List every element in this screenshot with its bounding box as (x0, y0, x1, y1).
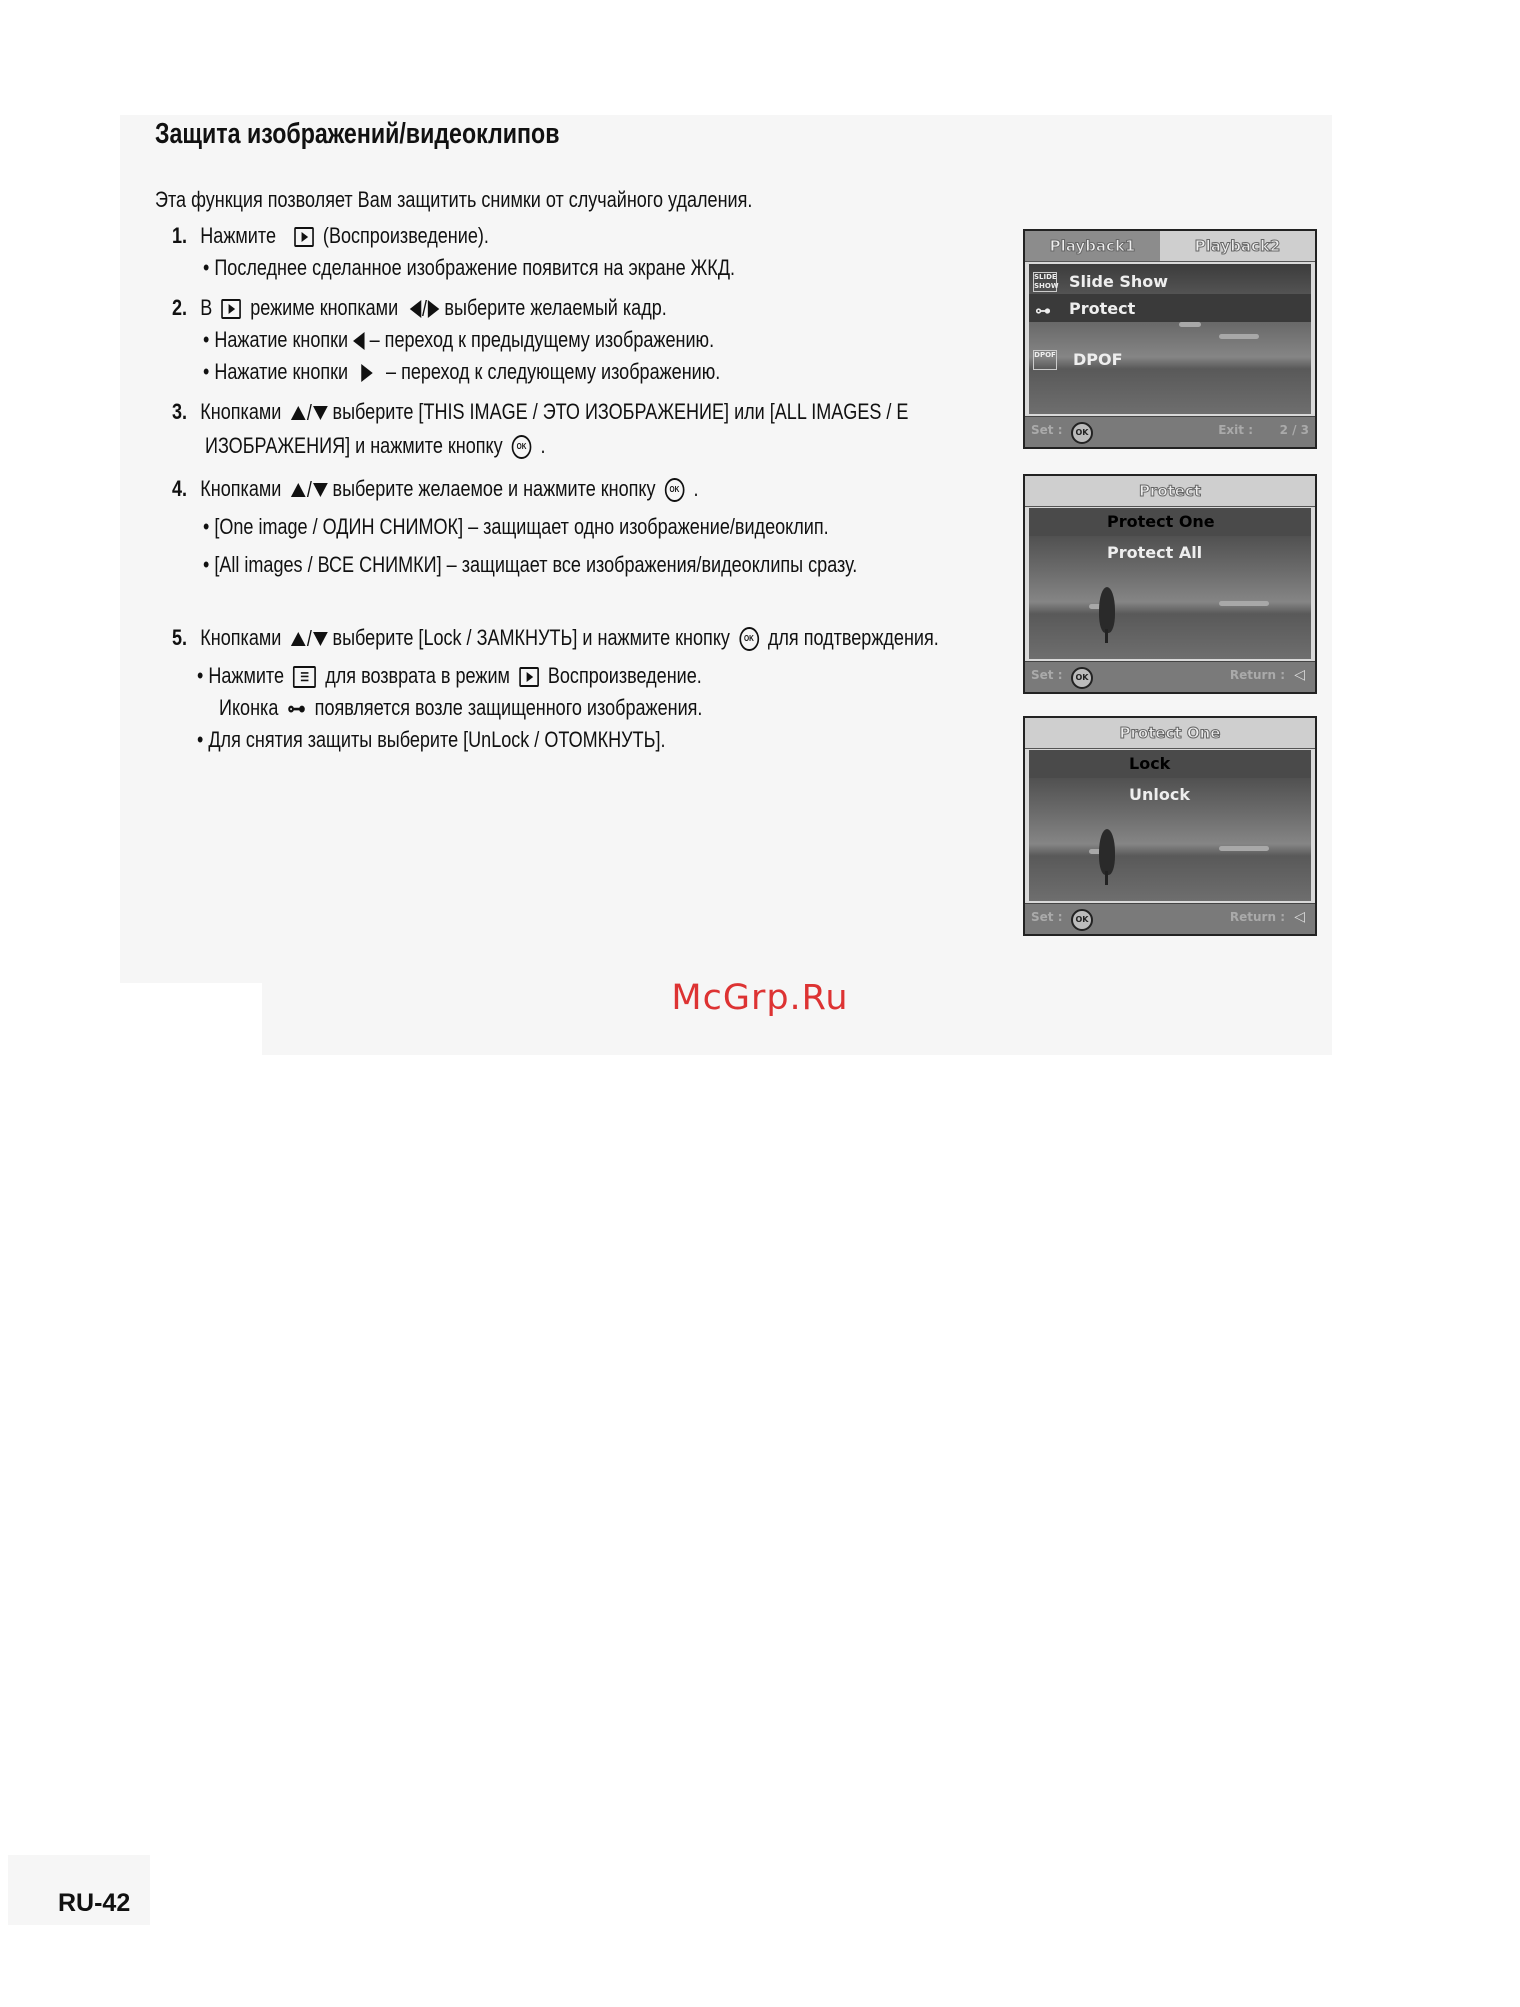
tree (1099, 829, 1115, 875)
cloud (1219, 334, 1259, 339)
lcd-header: Protect (1025, 476, 1315, 507)
step-number: 1. (172, 223, 188, 248)
return-label: Return : (1229, 910, 1285, 924)
step-4: 4. Кнопками / выберите желаемое и нажмите кнопку OK . (172, 476, 699, 503)
bullet-text: • Нажмите (197, 663, 285, 688)
step-text: выберите [THIS IMAGE / ЭТО ИЗОБРАЖЕНИЕ] или [ALL IMAGES / Е (332, 399, 909, 424)
up-arrow-icon (291, 632, 306, 646)
line-text: Иконка (219, 695, 279, 720)
option-unlock: Unlock (1129, 785, 1190, 804)
cloud (1179, 322, 1201, 327)
tree-trunk (1105, 629, 1108, 643)
step-text: В (200, 295, 213, 320)
bullet-text: для возврата в режим (325, 663, 510, 688)
line-text: появляется возле защищенного изображения. (314, 695, 703, 720)
lcd-status-bar (1025, 903, 1315, 934)
ok-button-icon: OK (739, 627, 759, 651)
bullet-text: – переход к предыдущему изображению. (369, 327, 715, 352)
step-text: выберите желаемое и нажмите кнопку (332, 476, 656, 501)
step-5-bullet-1 (197, 662, 702, 690)
key-icon: ⊶ (1035, 301, 1051, 320)
key-icon: ⊶ (287, 696, 306, 722)
playback-icon (221, 299, 241, 319)
step-2: 2. В режиме кнопками / выберите желаемый кадр. (172, 295, 667, 322)
menu-item-slide-show: Slide Show (1069, 272, 1169, 291)
lcd-screen-playback-menu (1023, 229, 1317, 449)
menu-item-dpof: DPOF (1073, 350, 1123, 369)
exit-label: Exit : (1218, 423, 1253, 437)
bullet-text: • Нажатие кнопки (203, 359, 349, 384)
right-arrow-icon (428, 300, 439, 318)
step-text: . (540, 433, 546, 458)
step-1 (172, 222, 489, 250)
page-number: RU-42 (58, 1889, 131, 1917)
ok-button-icon: OK (1071, 422, 1093, 444)
lcd-status-bar (1025, 661, 1315, 692)
lcd-header: Protect One (1025, 718, 1315, 749)
step-text: . (693, 476, 699, 501)
up-arrow-icon (291, 406, 306, 420)
step-number: 2. (172, 295, 188, 320)
left-arrow-icon (410, 300, 421, 318)
down-arrow-icon (313, 406, 328, 420)
option-lock: Lock (1129, 754, 1171, 773)
step-text: (Воспроизведение). (322, 223, 489, 248)
lcd-status-bar (1025, 416, 1315, 447)
step-2-bullet-2 (203, 358, 720, 386)
bullet-text: – переход к следующему изображению. (386, 359, 721, 384)
step-3: 3. Кнопками / выберите [THIS IMAGE / ЭТО ИЗОБРАЖЕНИЕ] или [ALL IMAGES / Е (172, 399, 909, 426)
tab-playback2: Playback2 (1194, 237, 1281, 255)
lcd-screen-protect (1023, 474, 1317, 694)
right-arrow-icon (361, 364, 372, 382)
step-number: 4. (172, 476, 188, 501)
menu-item-protect: Protect (1069, 299, 1136, 318)
return-arrow-icon: ◁ (1294, 667, 1305, 683)
up-arrow-icon (291, 483, 306, 497)
step-text: ИЗОБРАЖЕНИЯ] и нажмите кнопку (205, 433, 503, 458)
step-text: для подтверждения. (767, 625, 939, 650)
step-text: Нажмите (200, 223, 276, 248)
return-arrow-icon: ◁ (1294, 909, 1305, 925)
playback-icon (519, 667, 539, 687)
tree (1099, 587, 1115, 633)
slide-show-icon: SLIDE SHOW (1034, 273, 1059, 290)
option-protect-all: Protect All (1107, 543, 1203, 562)
bullet-text: • Нажатие кнопки (203, 327, 349, 352)
step-4-bullet-1: • [One image / ОДИН СНИМОК] – защищает одно изображение/видеоклип. (203, 514, 829, 539)
left-arrow-icon (353, 332, 364, 350)
step-3-cont (205, 432, 546, 460)
ok-button-icon: OK (1071, 667, 1093, 689)
step-2-bullet-1 (203, 326, 714, 354)
step-number: 3. (172, 399, 188, 424)
return-label: Return : (1229, 668, 1285, 682)
step-text: Кнопками (200, 625, 282, 650)
cloud (1219, 601, 1269, 606)
cloud (1219, 846, 1269, 851)
step-text: выберите [Lock / ЗАМКНУТЬ] и нажмите кнопку (332, 625, 730, 650)
watermark-link[interactable]: McGrp.Ru (671, 978, 849, 1018)
ok-button-icon: OK (512, 435, 532, 459)
bullet-text: Воспроизведение. (547, 663, 702, 688)
step-5: 5. Кнопками / выберите [Lock / ЗАМКНУТЬ] и нажмите кнопку OK для подтверждения. (172, 625, 939, 652)
set-label: Set : (1031, 668, 1063, 682)
option-protect-one: Protect One (1107, 512, 1215, 531)
step-text: выберите желаемый кадр. (444, 295, 667, 320)
step-number: 5. (172, 625, 188, 650)
page-indicator: 2 / 3 (1279, 423, 1309, 437)
tab-playback1: Playback1 (1025, 231, 1160, 261)
tree-trunk (1105, 871, 1108, 885)
lcd-screen-protect-one (1023, 716, 1317, 936)
menu-icon: ☰ (293, 666, 316, 688)
set-label: Set : (1031, 423, 1063, 437)
step-text: Кнопками (200, 399, 282, 424)
step-text: режиме кнопками (250, 295, 399, 320)
intro-text: Эта функция позволяет Вам защитить снимки от случайного удаления. (155, 187, 753, 212)
ok-button-icon: OK (1071, 909, 1093, 931)
lcd-tab-bar (1025, 231, 1315, 262)
step-5-bullet-2: • Для снятия защиты выберите [UnLock / ОТОМКНУТЬ]. (197, 727, 666, 752)
step-1-bullet: • Последнее сделанное изображение появится на экране ЖКД. (203, 255, 736, 280)
down-arrow-icon (313, 632, 328, 646)
playback-icon (294, 227, 314, 247)
dpof-icon: DPOF (1033, 350, 1057, 370)
step-4-bullet-2: • [All images / ВСЕ СНИМКИ] – защищает все изображения/видеоклипы сразу. (203, 552, 858, 577)
set-label: Set : (1031, 910, 1063, 924)
step-5-line-2 (219, 694, 702, 723)
page-title: Защита изображений/видеоклипов (155, 118, 560, 150)
step-text: Кнопками (200, 476, 282, 501)
down-arrow-icon (313, 483, 328, 497)
ok-button-icon: OK (665, 478, 685, 502)
